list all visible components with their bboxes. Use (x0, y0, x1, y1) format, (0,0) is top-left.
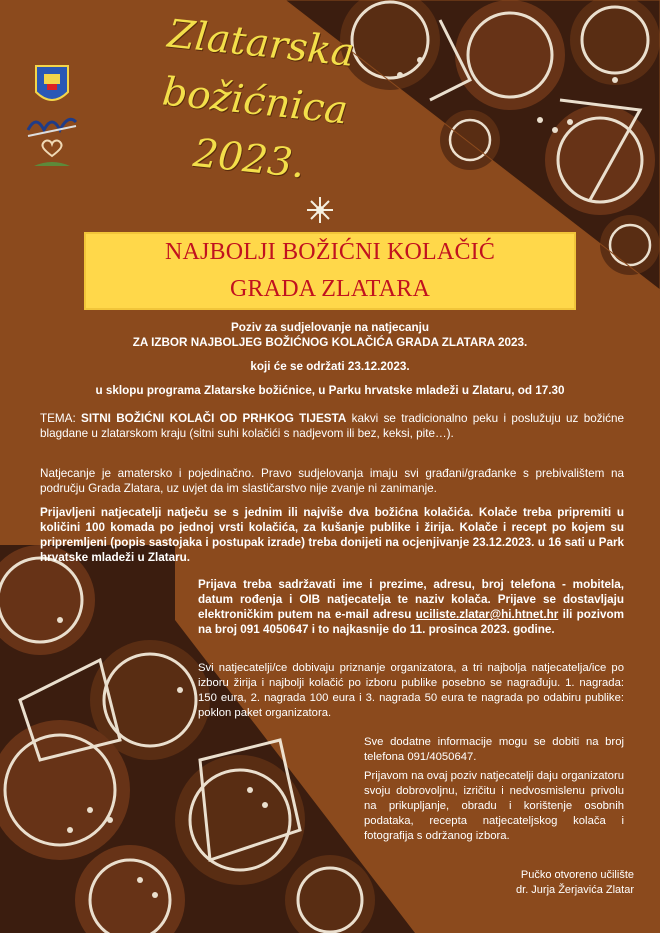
theme-paragraph (40, 411, 624, 441)
info-paragraph: Sve dodatne informacije mogu se dobiti na broj telefona 091/4050647. (364, 736, 624, 763)
banner-line-1: NAJBOLJI BOŽIĆNI KOLAČIĆ (164, 239, 496, 265)
application-before: Prijava treba sadržavati ime i prezime, adresu, broj telefona - mobitela, datum rođenja i OIB natjecatelja te naziv kolača. Prijave se dostavljaju elektroničkim putem na e-mail adresu (198, 578, 624, 621)
theme-prefix: TEMA: (40, 412, 76, 425)
awards-paragraph: Svi natjecatelji/ce dobivaju priznanje organizatora, a tri najbolja natjecatelja/ice po izboru žirija i najbolji kolačić po izboru publike posebno se nagrađuju. 1. nagrada: 150 eura, 2. nagrada 100 eura i 3. nagrada 50 eura te nagrada po odabiru publike: poklon paket organizatora. (198, 662, 624, 719)
application-paragraph (198, 577, 624, 637)
theme-rest: kakvi se tradicionalno peku i poslužuju uz božićne blagdane u zlatarskom kraju (sitni suhi kolačići s nadjevom ili bez, keksi, pite…). (40, 412, 624, 440)
signature (380, 868, 634, 898)
amateur-paragraph: Natjecanje je amatersko i pojedinačno. Pravo sudjelovanja imaju svi građani/građanke s prebivalištem na području Grada Zlatara, uz uvjet da im slastičarstvo nije zvanje ni zanimanje. (40, 467, 624, 495)
heart-logo-icon (34, 141, 70, 166)
event-date: koji će se održati 23.12.2023. (250, 360, 410, 373)
intro-line-2: ZA IZBOR NAJBOLJEG BOŽIĆNOG KOLAČIĆA GRADA ZLATARA 2023. (132, 336, 528, 349)
email-link[interactable]: uciliste.zlatar@hi.htnet.hr (415, 608, 559, 621)
title-line-2: božićnica (160, 69, 350, 134)
crest-icon (36, 66, 68, 100)
festival-title (127, 3, 384, 201)
intro-line-1: Poziv za sudjelovanje na natjecanju (230, 321, 430, 334)
banner-line-2: GRADA ZLATARA (229, 276, 430, 302)
application-after: ili pozivom na broj 091 4050647 i to najkasnije do 11. prosinca 2023. godine. (198, 608, 625, 636)
competition-banner (84, 232, 576, 310)
title-line-3: 2023. (191, 130, 307, 188)
signature-line-1: Pučko otvoreno učilište (520, 869, 634, 881)
rules-paragraph: Prijavljeni natjecatelji natječu se s jednim ili najviše dva božićna kolačića. Kolače treba pripremiti u količini 100 komada po jednoj vrsti kolačića, za kušanje publike i žirija. Kolače i recept po kojem su pripremljeni (popis sastojaka i postupak izrade) treba donijeti na ocjenjivanje 23.12.2023. u 16 sati u Park hrvatske mladeži u Zlataru. (40, 506, 624, 564)
snowflake-icon (307, 197, 333, 223)
title-line-1: Zlatarska (165, 11, 357, 76)
theme-bold: SITNI BOŽIĆNI KOLAČI OD PRHKOG TIJESTA (81, 412, 347, 425)
event-program: u sklopu programa Zlatarske božićnice, u Parku hrvatske mladeži u Zlataru, od 17.30 (95, 384, 565, 397)
consent-paragraph: Prijavom na ovaj poziv natjecatelji daju organizatoru svoju dobrovoljnu, izričitu i nedvosmislenu privolu na prikupljanje, obradu i korištenje osobnih podataka, recepta natjecateljskog kolača i fotografija s održanog izbora. (364, 770, 624, 842)
intro-block (40, 320, 620, 398)
logo-column (22, 62, 82, 177)
organizer-logo (28, 119, 76, 136)
signature-line-2: dr. Jurja Žerjavića Zlatar (516, 884, 634, 896)
